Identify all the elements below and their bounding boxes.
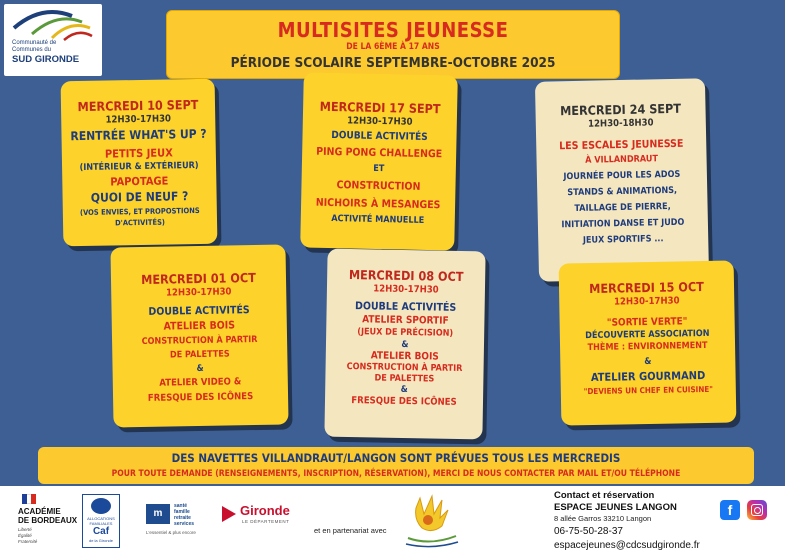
period: PÉRIODE SCOLAIRE SEPTEMBRE-OCTOBRE 2025 — [230, 55, 556, 71]
partner-text: et en partenariat avec — [314, 526, 387, 535]
caf-emblem-icon — [91, 498, 111, 514]
card-time: 12H30-17H30 — [373, 283, 439, 296]
card-time: 12H30-17H30 — [613, 295, 680, 308]
contact-request: POUR TOUTE DEMANDE (RENSEIGNEMENTS, INSCRIPTION, RÉSERVATION), MERCI DE NOUS CONTACTER PAR MAIL ET/OU TÉLÉPHONE — [111, 469, 681, 479]
card-line: D'ACTIVITÉS) — [115, 217, 166, 228]
card-date: MERCREDI 17 SEPT — [319, 98, 441, 117]
card-15-oct — [559, 260, 737, 425]
card-date: MERCREDI 15 OCT — [589, 279, 704, 297]
info-banner — [38, 447, 754, 484]
caf-text-4: de la Gironde — [88, 538, 113, 543]
page-title: MULTISITES JEUNESSE — [277, 18, 509, 42]
card-line: ATELIER BOIS — [163, 319, 236, 333]
card-time: 12H30-17H30 — [165, 286, 232, 299]
caf-text-1: ALLOCATIONS — [87, 516, 115, 521]
caf-text-3: Caf — [92, 526, 110, 537]
card-line: FRESQUE DES ICÔNES — [147, 391, 254, 404]
card-line: & — [400, 384, 408, 396]
card-line: ATELIER BOIS — [370, 350, 439, 363]
card-line: LES ESCALES JEUNESSE — [559, 137, 684, 153]
card-line: DOUBLE ACTIVITÉS — [148, 304, 250, 318]
card-date: MERCREDI 08 OCT — [348, 267, 464, 285]
card-line: & — [644, 356, 652, 368]
msa-slogan: L'essentiel & plus encore — [146, 530, 196, 535]
instagram-icon[interactable] — [747, 500, 767, 520]
card-line: ATELIER GOURMAND — [590, 368, 706, 384]
card-date: MERCREDI 01 OCT — [141, 270, 256, 288]
card-line: "SORTIE VERTE" — [606, 316, 688, 329]
facebook-icon[interactable]: f — [720, 500, 740, 520]
caf-text-2: FAMILIALES — [89, 521, 113, 526]
card-line: QUOI DE NEUF ? — [90, 189, 189, 205]
card-line: DOUBLE ACTIVITÉS — [354, 300, 457, 314]
card-08-oct — [324, 249, 485, 440]
card-line: CONSTRUCTION À PARTIR — [141, 334, 258, 348]
contact-address: 8 allée Garros 33210 Langon — [554, 514, 652, 523]
card-line: PAPOTAGE — [110, 174, 169, 189]
card-01-oct — [110, 244, 288, 427]
card-line: CONSTRUCTION — [336, 179, 421, 193]
card-line: FRESQUE DES ICÔNES — [351, 395, 457, 408]
contact-title: Contact et réservation — [554, 490, 655, 501]
card-line: DOUBLE ACTIVITÉS — [331, 129, 428, 144]
card-date: MERCREDI 24 SEPT — [559, 100, 682, 119]
card-line: (JEUX DE PRÉCISION) — [357, 327, 454, 339]
msa-text-1: santé — [174, 503, 188, 509]
card-time: 12H30-18H30 — [587, 117, 654, 130]
footer — [0, 486, 785, 555]
card-line: THÈME : ENVIRONNEMENT — [587, 340, 708, 354]
devise-2: Égalité — [18, 533, 32, 538]
contact-phone: 06-75-50-28-37 — [554, 526, 623, 537]
caf-logo — [82, 494, 120, 548]
card-time: 12H30-17H30 — [347, 115, 413, 128]
header-banner — [166, 10, 620, 79]
card-line: DÉCOUVERTE ASSOCIATION — [585, 328, 710, 342]
card-time: 12H30-17H30 — [105, 113, 172, 126]
card-line: DE PALETTES — [374, 373, 435, 385]
card-17-sept — [300, 72, 458, 250]
devise-3: Fraternité — [18, 539, 38, 544]
logo-swoosh-icon — [12, 8, 94, 42]
contact-name: ESPACE JEUNES LANGON — [554, 502, 677, 513]
contact-email[interactable]: espacejeunes@cdcsudgironde.fr — [554, 540, 700, 551]
card-10-sept — [61, 79, 218, 247]
devise-1: Liberté — [18, 527, 32, 532]
cdc-sud-gironde-logo — [4, 4, 102, 76]
card-line: ACTIVITÉ MANUELLE — [331, 214, 425, 226]
card-line: ATELIER VIDEO & — [159, 376, 242, 389]
card-line: & — [401, 339, 409, 351]
card-line: PETITS JEUX — [104, 146, 173, 161]
logo-text-1: Communauté de — [12, 40, 57, 46]
card-line: JOURNÉE POUR LES ADOS — [563, 169, 681, 183]
logo-text-3: SUD GIRONDE — [12, 54, 80, 65]
gironde-sub: LE DÉPARTEMENT — [242, 519, 290, 524]
gironde-name: Gironde — [240, 503, 290, 518]
card-line: DE PALETTES — [169, 349, 230, 361]
card-date: MERCREDI 10 SEPT — [77, 96, 199, 115]
card-line: (INTÉRIEUR & EXTÉRIEUR) — [79, 160, 199, 174]
logo-text-2: Communes du — [12, 47, 52, 53]
msa-text-3: retraite — [174, 515, 191, 521]
card-line: STANDS & ANIMATIONS, — [567, 185, 678, 199]
card-line: PING PONG CHALLENGE — [316, 145, 443, 161]
card-line: & — [196, 363, 204, 375]
hand-logo-icon — [402, 494, 460, 548]
age-range: DE LA 6ÈME À 17 ANS — [346, 42, 440, 52]
card-line: RENTRÉE WHAT'S UP ? — [70, 126, 207, 144]
academie-line1: ACADÉMIE — [18, 507, 61, 516]
partner-logo — [402, 494, 460, 548]
card-line: ATELIER SPORTIF — [362, 314, 449, 327]
msa-logo-icon: m — [146, 504, 170, 524]
gironde-logo-icon — [222, 506, 236, 522]
msa-text-2: famille — [174, 509, 190, 515]
marianne-flag-icon — [22, 494, 36, 504]
academie-line2: DE BORDEAUX — [18, 516, 78, 525]
card-line: CONSTRUCTION À PARTIR — [346, 361, 463, 375]
card-line: ET — [373, 163, 385, 175]
card-line: (VOS ENVIES, ET PROPOSTIONS — [79, 205, 200, 218]
card-line: TAILLAGE DE PIERRE, — [574, 201, 671, 215]
card-line: "DEVIENS UN CHEF EN CUISINE" — [583, 384, 714, 397]
card-line: À VILLANDRAUT — [585, 154, 659, 166]
shuttle-info: DES NAVETTES VILLANDRAUT/LANGON SONT PRÉVUES TOUS LES MERCREDIS — [171, 451, 621, 465]
card-24-sept — [535, 78, 709, 282]
card-line: NICHOIRS À MESANGES — [315, 196, 441, 212]
card-line: JEUX SPORTIFS ... — [582, 234, 664, 246]
msa-text-4: services — [174, 521, 195, 527]
card-line: INITIATION DANSE ET JUDO — [561, 217, 685, 231]
